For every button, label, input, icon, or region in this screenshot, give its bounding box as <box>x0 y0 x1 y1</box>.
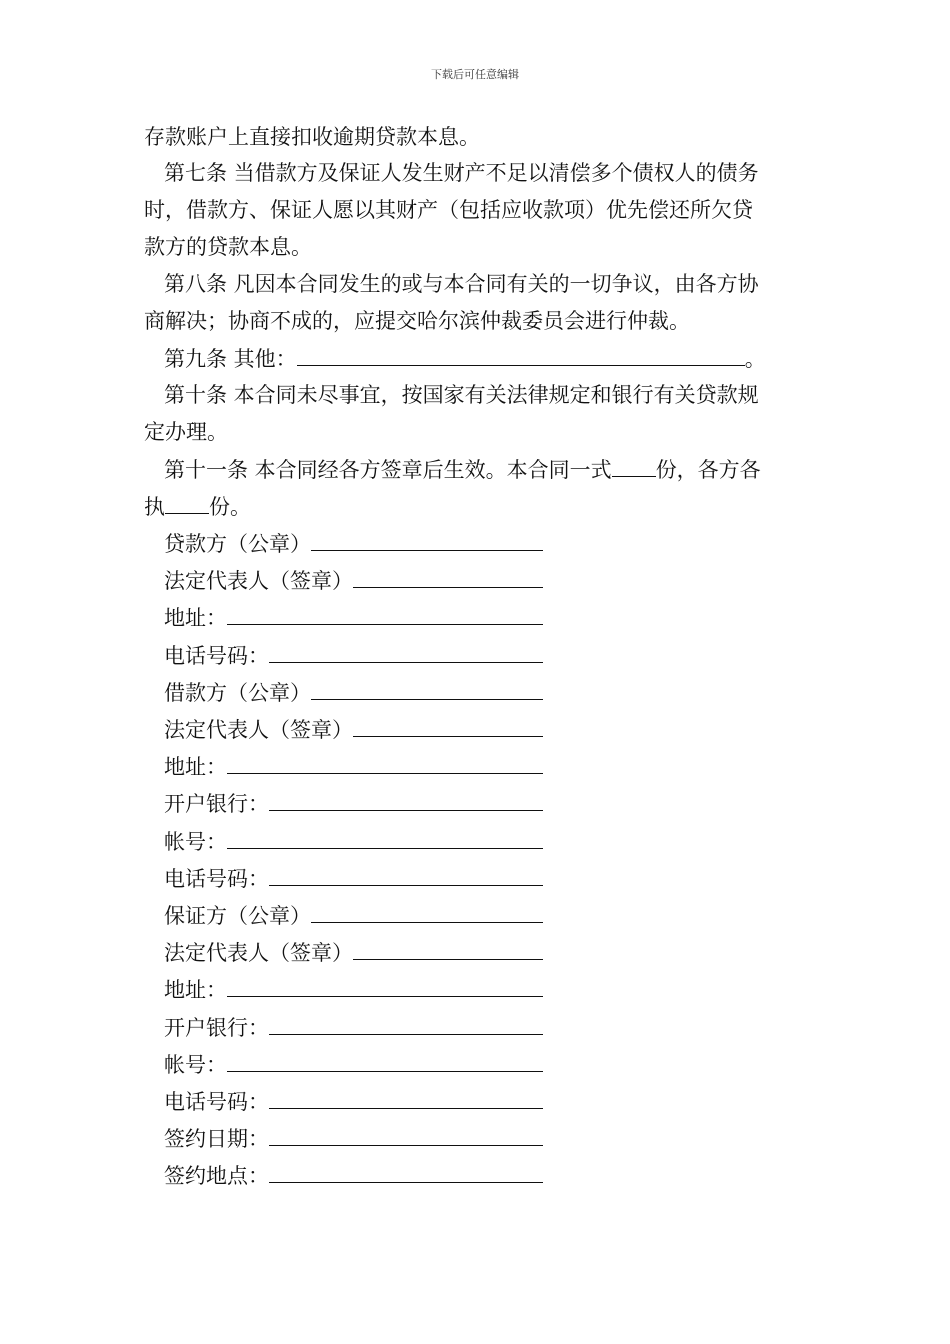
signature-field-blank[interactable] <box>311 679 543 700</box>
signature-field-row <box>164 1162 543 1189</box>
signature-field-label: 签约地点： <box>164 1164 269 1188</box>
article-8-line-2: 商解决；协商不成的，应提交哈尔滨仲裁委员会进行仲裁。 <box>144 309 690 333</box>
article-11-text-a: 第十一条 本合同经各方签章后生效。本合同一式 <box>164 458 612 482</box>
article-11-line-1 <box>164 456 761 483</box>
signature-field-label: 电话号码： <box>164 1090 269 1114</box>
signature-field-label: 地址： <box>164 606 227 630</box>
signature-field-row <box>164 790 543 817</box>
signature-field-blank[interactable] <box>227 753 543 774</box>
signature-field-label: 开户银行： <box>164 792 269 816</box>
article-9-label: 第九条 其他： <box>164 347 297 371</box>
signature-field-row <box>164 828 543 855</box>
article-11-text-d: 份。 <box>209 495 251 519</box>
signature-field-label: 帐号： <box>164 830 227 854</box>
signature-field-label: 签约日期： <box>164 1127 269 1151</box>
signature-field-blank[interactable] <box>269 1162 543 1183</box>
signature-field-blank[interactable] <box>269 865 543 886</box>
signature-field-blank[interactable] <box>269 1088 543 1109</box>
article-7-line-1: 第七条 当借款方及保证人发生财产不足以清偿多个债权人的债务 <box>164 161 759 185</box>
article-9-end: 。 <box>744 347 766 371</box>
signature-field-row <box>164 976 543 1003</box>
article-10-line-2: 定办理。 <box>144 420 228 444</box>
signature-field-label: 法定代表人（签章） <box>164 569 353 593</box>
signature-field-blank[interactable] <box>311 530 543 551</box>
signature-field-label: 地址： <box>164 978 227 1002</box>
signature-field-row <box>164 1051 543 1078</box>
article-10-line-1: 第十条 本合同未尽事宜，按国家有关法律规定和银行有关贷款规 <box>164 383 759 407</box>
signature-field-row <box>164 1014 543 1041</box>
signature-field-label: 电话号码： <box>164 644 269 668</box>
article-9-line <box>164 345 766 372</box>
article-7-line-2: 时，借款方、保证人愿以其财产（包括应收款项）优先偿还所欠贷 <box>144 198 753 222</box>
signature-field-row <box>164 604 543 631</box>
signature-field-label: 保证方（公章） <box>164 904 311 928</box>
signature-field-row <box>164 530 543 557</box>
signature-field-blank[interactable] <box>269 790 543 811</box>
signature-field-row <box>164 902 543 929</box>
signature-field-blank[interactable] <box>227 1051 543 1072</box>
signature-field-blank[interactable] <box>227 604 543 625</box>
signature-field-blank[interactable] <box>269 1125 543 1146</box>
signature-field-row <box>164 753 543 780</box>
signature-field-label: 法定代表人（签章） <box>164 718 353 742</box>
signature-field-label: 开户银行： <box>164 1016 269 1040</box>
paragraph-line: 存款账户上直接扣收逾期贷款本息。 <box>144 125 480 149</box>
signature-field-label: 帐号： <box>164 1053 227 1077</box>
signature-field-row <box>164 1088 543 1115</box>
article-11-text-c: 执 <box>144 495 165 519</box>
signature-field-label: 地址： <box>164 755 227 779</box>
signature-field-row <box>164 567 543 594</box>
signature-field-label: 电话号码： <box>164 867 269 891</box>
signature-field-row <box>164 679 543 706</box>
signature-field-row <box>164 716 543 743</box>
signature-field-blank[interactable] <box>227 976 543 997</box>
article-9-blank[interactable] <box>297 345 745 366</box>
signature-field-row <box>164 1125 543 1152</box>
article-8-line-1: 第八条 凡因本合同发生的或与本合同有关的一切争议，由各方协 <box>164 272 759 296</box>
signature-field-blank[interactable] <box>269 642 543 663</box>
signature-field-row <box>164 939 543 966</box>
copies-total-blank[interactable] <box>612 456 656 477</box>
signature-field-blank[interactable] <box>353 939 543 960</box>
signature-field-label: 法定代表人（签章） <box>164 941 353 965</box>
article-7-line-3: 款方的贷款本息。 <box>144 235 312 259</box>
page-header: 下载后可任意编辑 <box>431 68 519 81</box>
copies-each-blank[interactable] <box>165 493 209 514</box>
signature-field-row <box>164 865 543 892</box>
signature-field-label: 贷款方（公章） <box>164 532 311 556</box>
signature-field-row <box>164 642 543 669</box>
article-11-text-b: 份，各方各 <box>655 458 761 482</box>
signature-field-blank[interactable] <box>353 567 543 588</box>
signature-field-blank[interactable] <box>311 902 543 923</box>
signature-field-label: 借款方（公章） <box>164 681 311 705</box>
article-11-line-2 <box>144 493 251 520</box>
signature-field-blank[interactable] <box>227 828 543 849</box>
signature-field-blank[interactable] <box>353 716 543 737</box>
signature-field-blank[interactable] <box>269 1014 543 1035</box>
